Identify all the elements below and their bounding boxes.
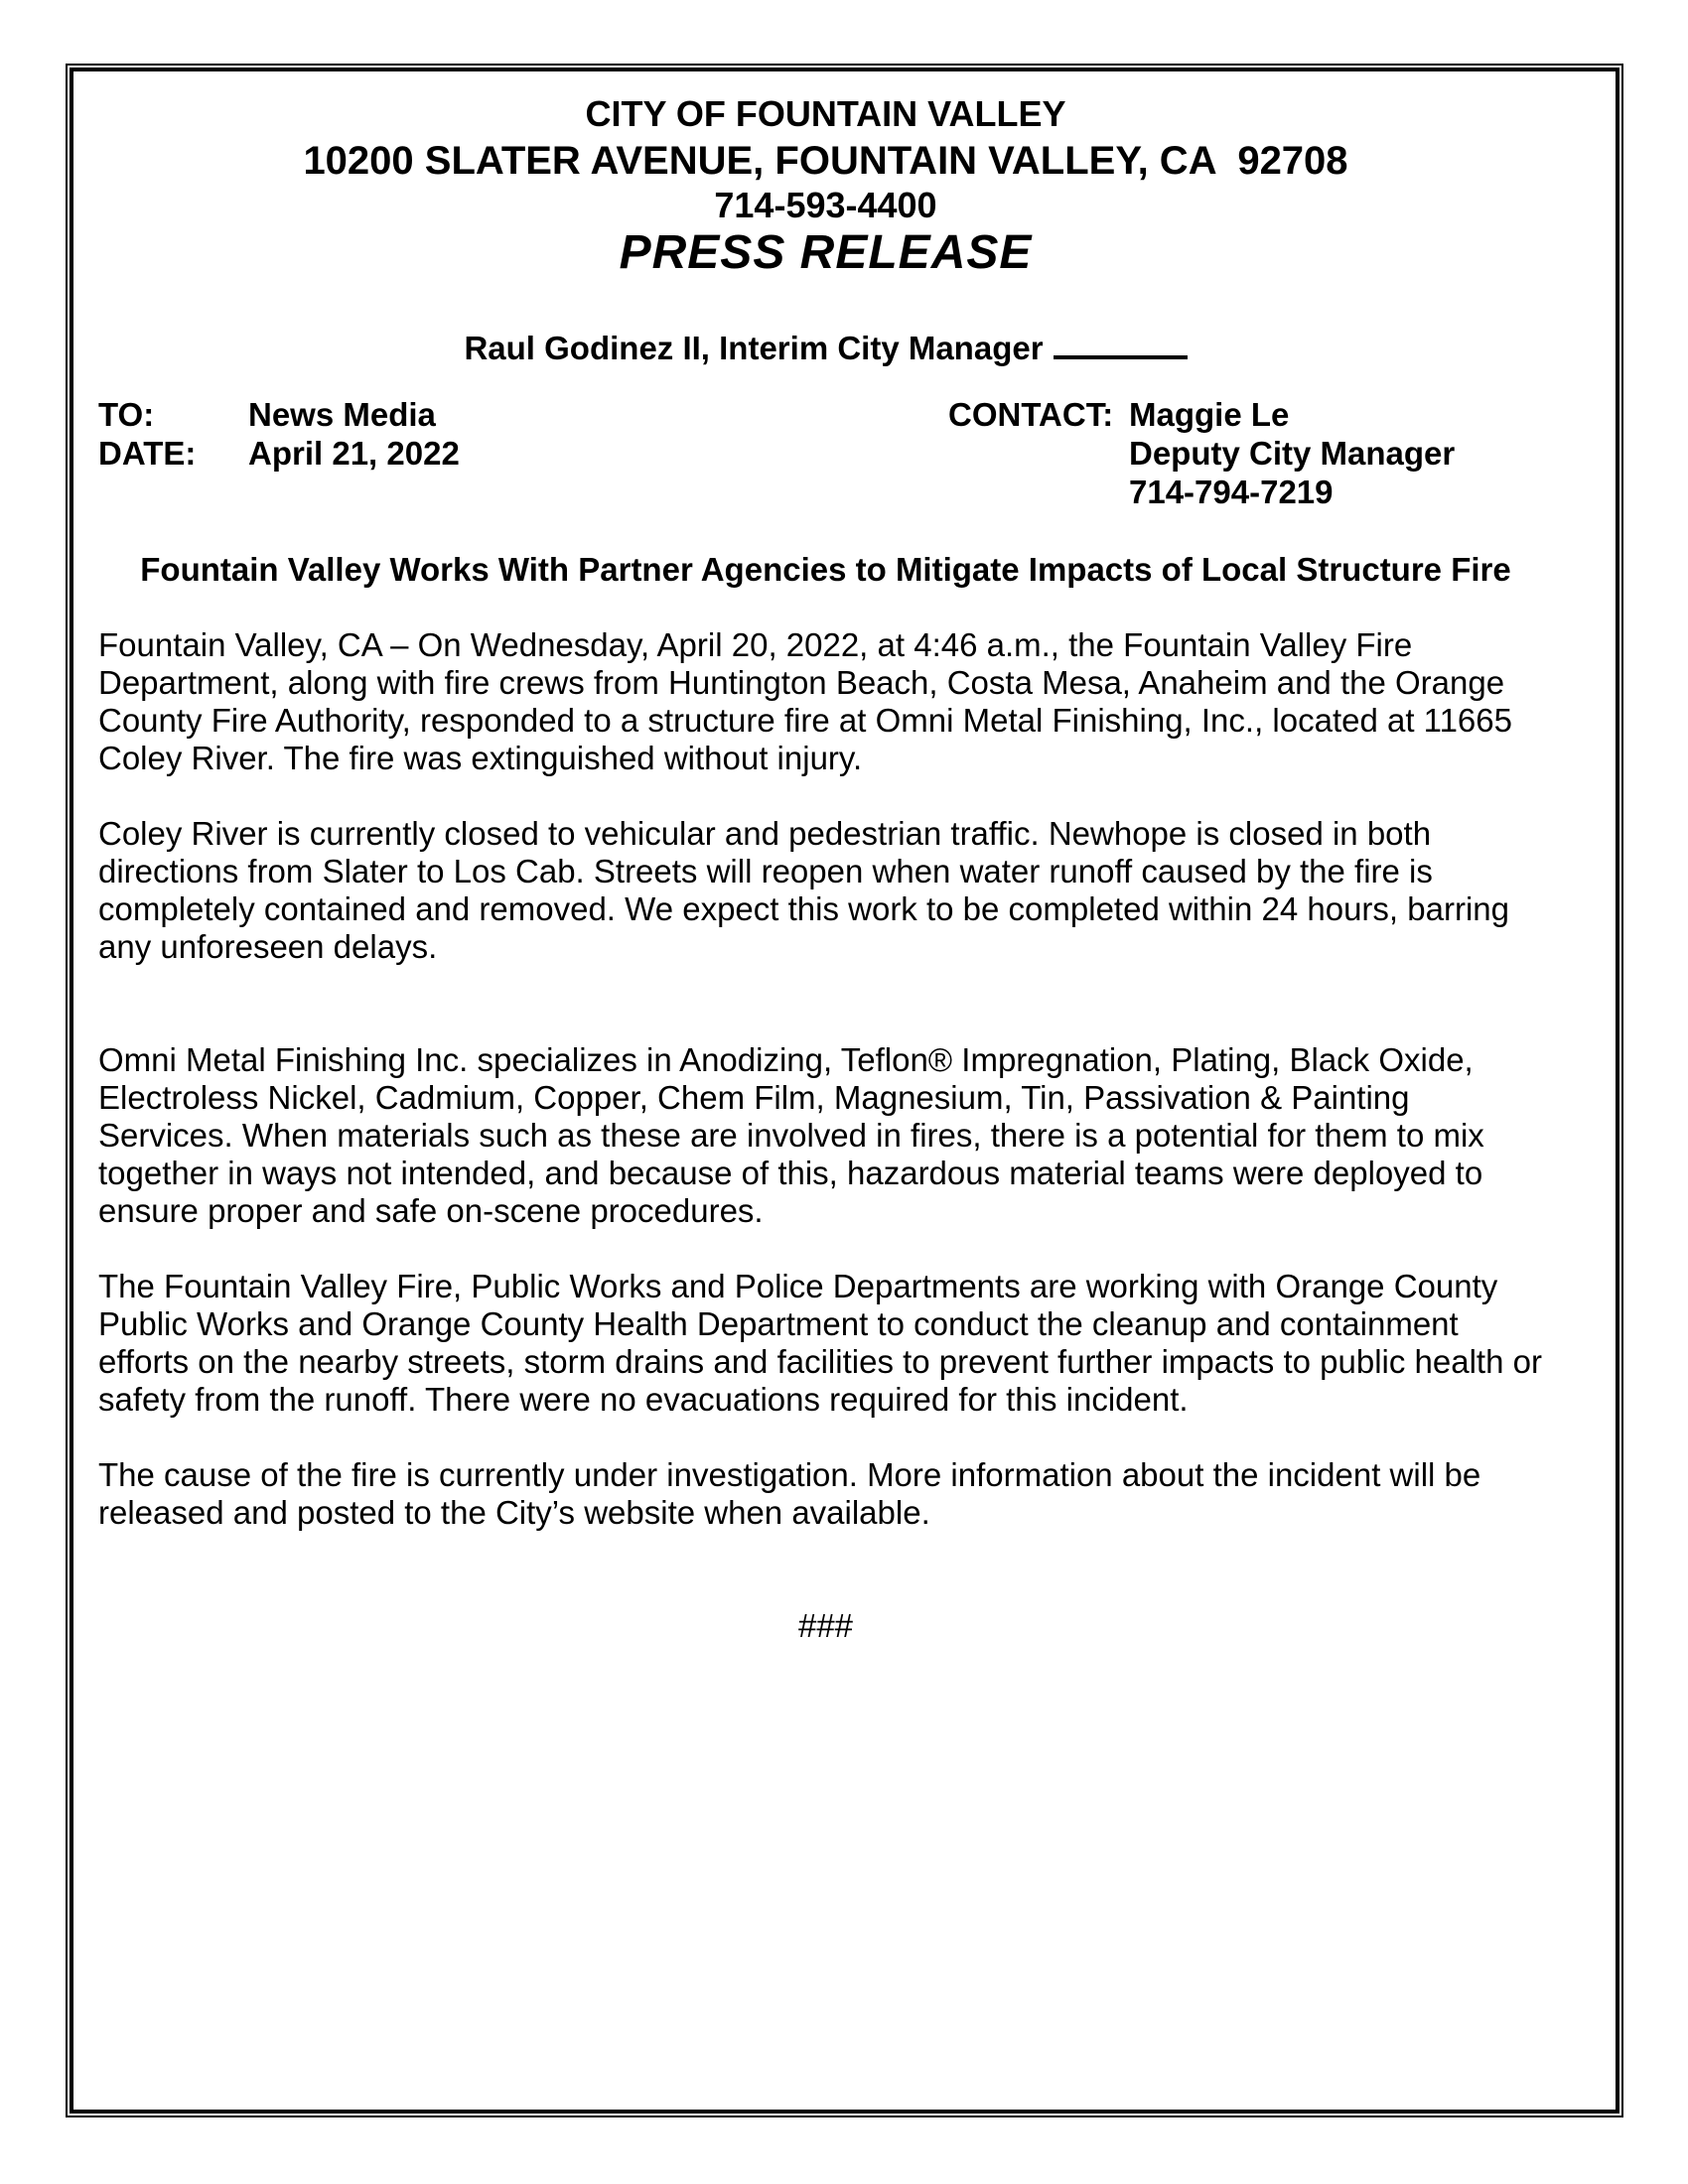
paragraph-3: Omni Metal Finishing Inc. specializes in Anodizing, Teflon® Impregnation, Plating, Black Oxide, Electroless Nickel, Cadmium, Copper, Chem Film, Magnesium, Tin, Passivation & Painting Services. When materials such as these are involved in fires, there is a potential for them to mix together in ways not intended, and because of this, hazardous material teams were deployed to ensure proper and safe on-scene procedures. (98, 1041, 1484, 1229)
page-border-inner (70, 68, 1619, 2114)
contact-title: Deputy City Manager (1129, 435, 1456, 472)
end-mark: ### (797, 1607, 854, 1644)
org-phone: 714-593-4400 (714, 185, 937, 225)
org-address: 10200 SLATER AVENUE, FOUNTAIN VALLEY, CA 92708 (303, 139, 1348, 183)
paragraph-2: Coley River is currently closed to vehicular and pedestrian traffic. Newhope is closed in both directions from Slater to Los Cab. Streets will reopen when water runoff caused by the fire is completely contained and removed. We expect this work to be completed within 24 hours, barring any unforeseen delays. (98, 815, 1509, 965)
org-name: CITY OF FOUNTAIN VALLEY (585, 93, 1066, 134)
meta-row-1 (98, 395, 1553, 434)
meta-block (98, 395, 1553, 511)
contact-phone: 714-794-7219 (1129, 474, 1334, 510)
paragraph-1: Fountain Valley, CA – On Wednesday, April 20, 2022, at 4:46 a.m., the Fountain Valley Fire Department, along with fire crews from Huntington Beach, Costa Mesa, Anaheim and the Orange County Fire Authority, responded to a structure fire at Omni Metal Finishing, Inc., located at 11665 Coley River. The fire was extinguished without injury. (98, 626, 1512, 776)
date-label: DATE: (98, 435, 197, 472)
meta-row-2 (98, 434, 1553, 473)
document-content (98, 71, 1553, 1645)
contact-name: Maggie Le (1129, 396, 1290, 433)
contact-label: CONTACT: (948, 396, 1114, 433)
meta-row-3 (98, 473, 1553, 511)
document-title: PRESS RELEASE (619, 226, 1033, 279)
signatory-name: Raul Godinez II, Interim City Manager (464, 330, 1044, 366)
page-border-outer (66, 64, 1623, 2117)
date-value: April 21, 2022 (248, 435, 460, 472)
signatory-line (98, 326, 1553, 367)
headline: Fountain Valley Works With Partner Agencies to Mitigate Impacts of Local Structure Fire (140, 551, 1511, 588)
paragraph-5: The cause of the fire is currently under investigation. More information about the incident will be released and posted to the City’s website when available. (98, 1456, 1481, 1531)
signature-blank-line (1054, 326, 1188, 359)
to-value: News Media (248, 396, 436, 433)
to-label: TO: (98, 396, 155, 433)
paragraph-4: The Fountain Valley Fire, Public Works and Police Departments are working with Orange County Public Works and Orange County Health Department to conduct the cleanup and containment efforts on the nearby streets, storm drains and facilities to prevent further impacts to public health or safety from the runoff. There were no evacuations required for this incident. (98, 1268, 1542, 1418)
